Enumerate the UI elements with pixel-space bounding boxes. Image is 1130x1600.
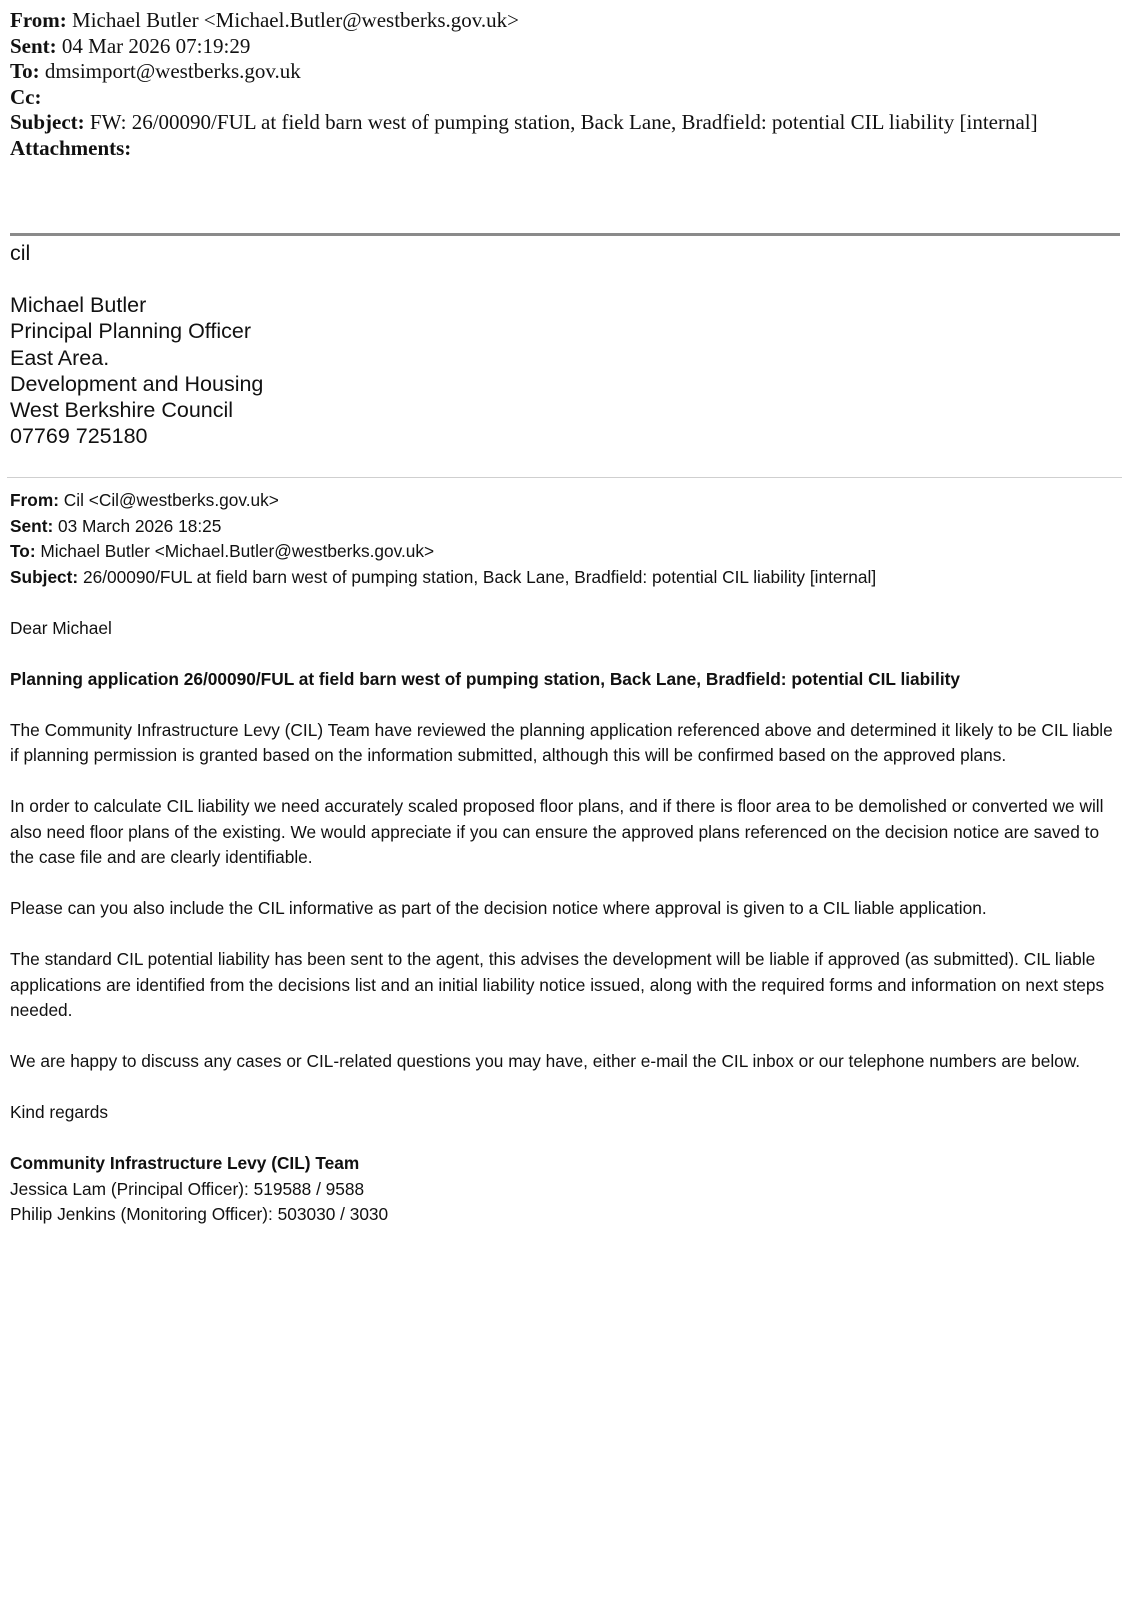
header-cc-label: Cc: [10, 84, 42, 109]
contact-principal-officer: Jessica Lam (Principal Officer): 519588 / 9588 [10, 1178, 365, 1199]
spacer [10, 769, 1120, 795]
header-to-label: To: [10, 59, 40, 83]
header-from-row [10, 8, 1110, 34]
header-from-value: Michael Butler <Michael.Butler@westberks.gov.uk> [72, 8, 519, 32]
original-sent-row [10, 514, 1120, 540]
paragraph-floor-plans: In order to calculate CIL liability we need accurately scaled proposed floor plans, and if there is floor area to be demolished or converted we will also need floor plans of the existing. We would appreciate if you can ensure the approved plans referenced on the decision notice are saved to the case file and are clearly identifiable. [10, 796, 1104, 867]
original-subject-value: 26/00090/FUL at field barn west of pumping station, Back Lane, Bradfield: potential CIL liability [internal] [82, 566, 877, 587]
team-name-text: Community Infrastructure Levy (CIL) Team [10, 1153, 360, 1173]
header-attachments-label: Attachments: [10, 135, 132, 160]
forward-body [10, 240, 263, 449]
spacer [10, 692, 1120, 718]
original-message [10, 488, 1120, 1228]
forward-header [10, 8, 1110, 161]
signature-name: Michael Butler [10, 293, 147, 318]
spacer [10, 1126, 1120, 1152]
header-sent-row [10, 34, 1110, 60]
original-subject-row [10, 565, 1120, 591]
header-from-label: From: [10, 8, 67, 32]
signature-organisation: West Berkshire Council [10, 398, 234, 423]
spacer [10, 1024, 1120, 1050]
original-to-row [10, 539, 1120, 565]
spacer [10, 590, 1120, 616]
original-to-label: To: [10, 541, 36, 561]
header-divider [10, 233, 1120, 236]
original-sent-value: 03 March 2026 18:25 [58, 515, 222, 536]
header-to-row [10, 59, 1110, 85]
spacer [10, 1075, 1120, 1101]
original-message-divider [7, 477, 1122, 478]
header-subject-value: FW: 26/00090/FUL at field barn west of pumping station, Back Lane, Bradfield: potential CIL liability [internal] [89, 110, 1038, 134]
spacer [10, 871, 1120, 897]
original-subject-label: Subject: [10, 566, 79, 587]
header-to-value: dmsimport@westberks.gov.uk [44, 59, 301, 83]
spacer [10, 641, 1120, 667]
signature-title: Principal Planning Officer [10, 319, 252, 344]
contact-monitoring-officer: Philip Jenkins (Monitoring Officer): 503030 / 3030 [10, 1204, 389, 1224]
original-to-value: Michael Butler <Michael.Butler@westberks.gov.uk> [40, 541, 435, 561]
header-sent-value: 04 Mar 2026 07:19:29 [61, 33, 251, 58]
closing: Kind regards [10, 1102, 108, 1122]
signature-phone: 07769 725180 [10, 424, 148, 449]
spacer [10, 922, 1120, 948]
greeting: Dear Michael [10, 617, 112, 638]
original-from-label: From: [10, 490, 59, 510]
team-name [10, 1151, 1120, 1177]
header-sent-label: Sent: [10, 33, 57, 58]
header-cc-row [10, 85, 1110, 111]
paragraph-liability-notice: The standard CIL potential liability has been sent to the agent, this advises the development will be liable if approved (as submitted). CIL liable applications are identified from the decisions list and an initial liability notice issued, along with the required forms and information on next steps needed. [10, 949, 1105, 1020]
header-subject-row [10, 110, 1110, 136]
original-from-row [10, 488, 1120, 514]
signature-area: East Area. [10, 345, 110, 370]
original-from-value: Cil <Cil@westberks.gov.uk> [63, 490, 279, 510]
signature-department: Development and Housing [10, 371, 264, 396]
header-attachments-row [10, 136, 1110, 162]
paragraph-informative: Please can you also include the CIL informative as part of the decision notice where approval is given to a CIL liable application. [10, 898, 987, 918]
paragraph-contact: We are happy to discuss any cases or CIL-related questions you may have, either e-mail the CIL inbox or our telephone numbers are below. [10, 1051, 1081, 1071]
original-sent-label: Sent: [10, 515, 54, 536]
forward-body-text: cil [10, 241, 31, 265]
letter-heading [10, 667, 1120, 693]
forward-body-spacer [10, 266, 263, 292]
letter-heading-text: Planning application 26/00090/FUL at field barn west of pumping station, Back Lane, Bradfield: potential CIL liability [10, 668, 960, 689]
paragraph-review: The Community Infrastructure Levy (CIL) Team have reviewed the planning application referenced above and determined it likely to be CIL liable if planning permission is granted based on the information submitted, although this will be confirmed based on the approved plans. [10, 719, 1113, 765]
header-subject-label: Subject: [10, 110, 85, 134]
